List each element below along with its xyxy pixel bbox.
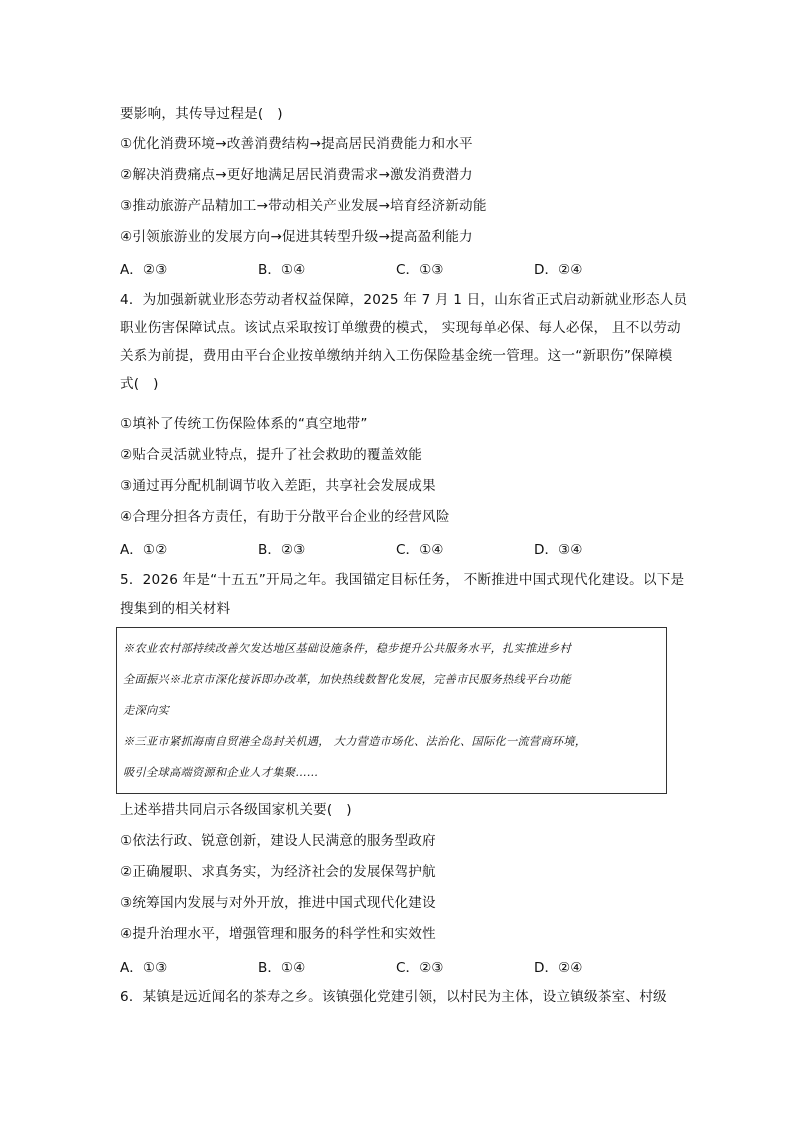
q5-material-line-1: ※农业农村部持续改善欠发达地区基础设施条件，稳步提升公共服务水平，扎实推进乡村 [123,642,572,655]
q4-option-b[interactable]: B．②③ [258,542,306,558]
q3-item-2: ②解决消费痛点→更好地满足居民消费需求→激发消费潜力 [120,167,473,183]
q4-item-4: ④合理分担各方责任，有助于分散平台企业的经营风险 [120,509,450,525]
q4-stem-line-3: 关系为前提，费用由平台企业按单缴纳并纳入工伤保险基金统一管理。这一“新职伤”保障模 [120,348,673,364]
q3-stem-tail: 要影响，其传导过程是( ) [120,106,283,122]
q4-options [120,538,680,558]
q4-stem-line-1: 4．为加强新就业形态劳动者权益保障，2025 年 7 月 1 日，山东省正式启动新就业形态人员 [120,292,688,308]
q4-option-c[interactable]: C．①④ [396,542,444,558]
q5-options [120,956,680,976]
q3-options [120,258,680,278]
q5-item-4: ④提升治理水平，增强管理和服务的科学性和实效性 [120,926,436,942]
q5-question: 上述举措共同启示各级国家机关要( ) [120,802,352,818]
q3-option-b[interactable]: B．①④ [258,262,306,278]
q5-material-line-5: 吸引全球高端资源和企业人才集聚…… [123,766,319,779]
q5-material-line-4: ※三亚市紧抓海南自贸港全岛封关机遇， 大力营造市场化、法治化、国际化一流营商环境， [123,735,587,748]
q4-option-d[interactable]: D．③④ [534,542,583,558]
q4-option-a[interactable]: A．①② [120,542,168,558]
q4-item-3: ③通过再分配机制调节收入差距，共享社会发展成果 [120,478,436,494]
q5-option-a[interactable]: A．①③ [120,960,168,976]
q5-material-line-2: 全面振兴※北京市深化接诉即办改革，加快热线数智化发展，完善市民服务热线平台功能 [123,673,572,686]
q6-stem-line-1: 6．某镇是远近闻名的茶寿之乡。该镇强化党建引领，以村民为主体，设立镇级茶室、村级 [120,989,667,1005]
q3-option-d[interactable]: D．②④ [534,262,583,278]
q5-option-c[interactable]: C．②③ [396,960,444,976]
q3-option-c[interactable]: C．①③ [396,262,444,278]
q3-item-3: ③推动旅游产品精加工→带动相关产业发展→培育经济新动能 [120,198,487,214]
q4-stem-line-4: 式( ) [120,376,159,392]
q4-stem-line-2: 职业伤害保障试点。该试点采取按订单缴费的模式， 实现每单必保、每人必保， 且不以劳动 [120,320,681,336]
q3-item-1: ①优化消费环境→改善消费结构→提高居民消费能力和水平 [120,136,473,152]
q5-material-box [116,627,667,794]
q4-item-1: ①填补了传统工伤保险体系的“真空地带” [120,416,368,432]
q3-item-4: ④引领旅游业的发展方向→促进其转型升级→提高盈利能力 [120,229,473,245]
q5-option-d[interactable]: D．②④ [534,960,583,976]
q3-option-a[interactable]: A．②③ [120,262,168,278]
q5-material-line-3: 走深向实 [123,704,169,717]
q5-item-1: ①依法行政、锐意创新，建设人民满意的服务型政府 [120,833,436,849]
q5-item-2: ②正确履职、求真务实，为经济社会的发展保驾护航 [120,864,436,880]
q5-stem-line-2: 搜集到的相关材料 [120,601,231,617]
q5-option-b[interactable]: B．①④ [258,960,306,976]
q4-item-2: ②贴合灵活就业特点，提升了社会救助的覆盖效能 [120,447,423,463]
q5-stem-line-1: 5．2026 年是“十五五”开局之年。我国锚定目标任务， 不断推进中国式现代化建设。以下是 [120,572,685,588]
q5-item-3: ③统筹国内发展与对外开放，推进中国式现代化建设 [120,895,436,911]
